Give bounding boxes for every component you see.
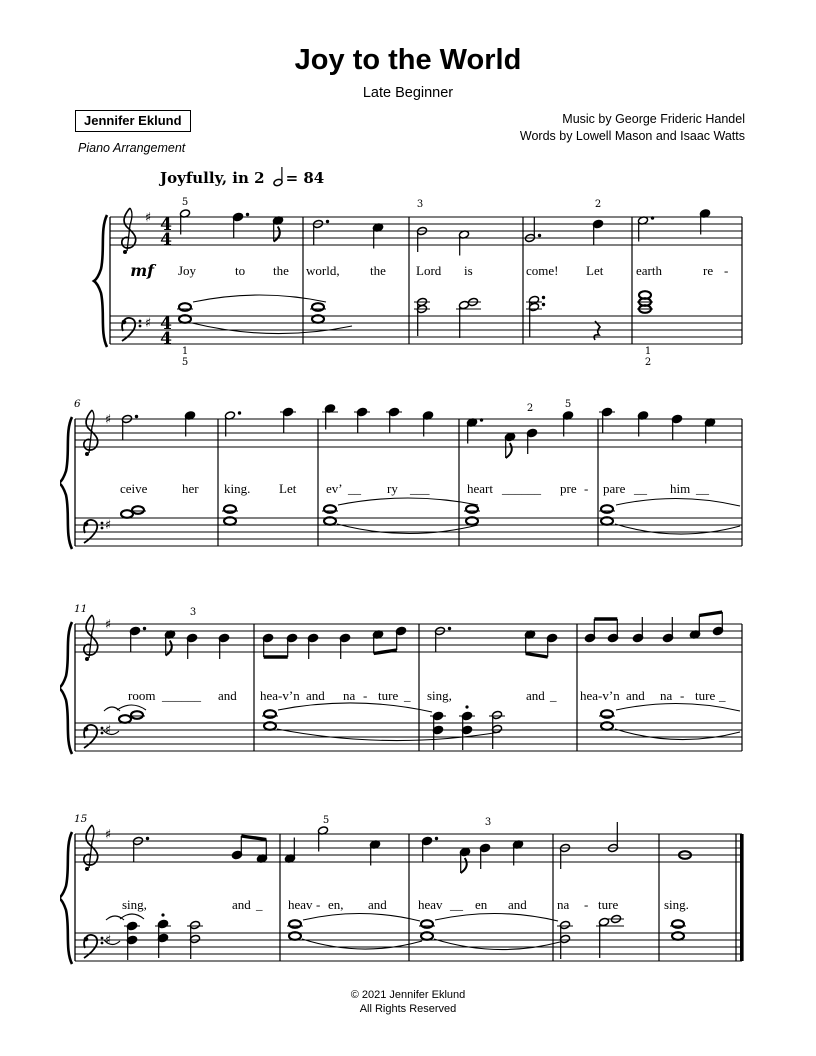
- svg-text:and: and: [626, 688, 645, 703]
- svg-text:5: 5: [322, 815, 330, 826]
- slur: [615, 729, 740, 740]
- system-svg-1: [60, 195, 772, 371]
- system-svg-2: [60, 397, 772, 573]
- grand-staff-system-1: [60, 195, 772, 371]
- svg-text:4: 4: [160, 230, 172, 250]
- notes: [103, 612, 740, 750]
- svg-text:4: 4: [160, 215, 172, 235]
- rights-line: All Rights Reserved: [359, 1003, 457, 1015]
- svg-text:and: and: [508, 897, 527, 912]
- svg-text:mf: mf: [130, 261, 154, 280]
- slur: [193, 295, 326, 302]
- slur: [302, 939, 422, 949]
- arranger-role: Piano Arrangement: [78, 141, 186, 155]
- svg-text:Joy: Joy: [178, 263, 197, 278]
- svg-text:-: -: [316, 897, 321, 912]
- svg-text:sing,: sing,: [122, 897, 147, 912]
- fingerings: [190, 607, 196, 618]
- svg-text:and: and: [526, 688, 545, 703]
- measure-number: [74, 603, 87, 615]
- svg-text:♯: ♯: [104, 933, 112, 948]
- tempo-value: = 84: [285, 169, 325, 187]
- svg-text:Let: Let: [586, 263, 604, 278]
- svg-text:ture: ture: [598, 897, 619, 912]
- arranger-name: Jennifer Eklund: [75, 110, 191, 132]
- system-svg-3: [60, 602, 772, 778]
- treble-clef-icon: [122, 208, 136, 248]
- tempo-label: Joyfully, in 2: [160, 169, 265, 187]
- svg-text:come!: come!: [526, 263, 559, 278]
- svg-text:re: re: [703, 263, 714, 278]
- page-footer: [0, 988, 816, 1016]
- svg-text:Lord: Lord: [416, 263, 442, 278]
- svg-text:hea-v’n: hea-v’n: [580, 688, 620, 703]
- slur: [435, 913, 558, 921]
- svg-text:♯: ♯: [104, 723, 112, 738]
- slur: [434, 939, 560, 950]
- svg-text:-: -: [584, 897, 589, 912]
- svg-text:__: __: [348, 481, 361, 496]
- svg-text:na: na: [557, 897, 570, 912]
- svg-text:her: her: [182, 481, 199, 496]
- svg-text:___: ___: [410, 481, 430, 496]
- barlines: [110, 217, 742, 344]
- svg-text:5: 5: [181, 197, 189, 208]
- system-brace: [60, 622, 72, 754]
- svg-text:the: the: [370, 263, 386, 278]
- clefs: [84, 615, 111, 748]
- svg-text:him: him: [670, 481, 691, 496]
- svg-text:ture: ture: [695, 688, 716, 703]
- svg-text:-: -: [680, 688, 685, 703]
- svg-text:1: 1: [181, 346, 189, 357]
- svg-text:______: ______: [162, 688, 201, 703]
- slur: [338, 498, 478, 505]
- svg-text:pare: pare: [603, 481, 626, 496]
- svg-text:__: __: [696, 481, 709, 496]
- system-brace: [60, 417, 72, 549]
- fingerings: [323, 815, 491, 828]
- svg-text:and: and: [232, 897, 251, 912]
- page-subtitle: Late Beginner: [362, 85, 454, 101]
- svg-text:6: 6: [74, 398, 81, 410]
- svg-text:-: -: [724, 263, 729, 278]
- notes: [177, 209, 710, 340]
- svg-text:-: -: [363, 688, 368, 703]
- svg-text:15: 15: [74, 813, 88, 825]
- svg-text:__: __: [634, 481, 647, 496]
- svg-text:ev’: ev’: [326, 481, 343, 496]
- svg-text:Let: Let: [279, 481, 297, 496]
- svg-text:1: 1: [644, 346, 652, 357]
- copyright-line: © 2021 Jennifer Eklund: [350, 989, 466, 1001]
- svg-text:ceive: ceive: [120, 481, 148, 496]
- slur: [615, 524, 740, 534]
- treble-clef-icon: [84, 410, 98, 450]
- svg-text:4: 4: [160, 314, 172, 334]
- words-by-line: Words by Lowell Mason and Isaac Watts: [519, 129, 745, 143]
- slur: [278, 703, 432, 712]
- svg-text:ture: ture: [378, 688, 399, 703]
- composer-credits: [520, 111, 745, 145]
- treble-clef-icon: [84, 615, 98, 655]
- svg-text:5: 5: [564, 399, 572, 410]
- svg-text:sing.: sing.: [664, 897, 689, 912]
- svg-text:♯: ♯: [144, 316, 152, 331]
- clefs: [84, 410, 111, 543]
- svg-text:sing,: sing,: [427, 688, 452, 703]
- staff-lines: [110, 217, 742, 344]
- system-svg-4: [60, 812, 772, 988]
- slur: [117, 705, 146, 710]
- svg-text:and: and: [368, 897, 387, 912]
- svg-text:heav: heav: [418, 897, 443, 912]
- half-note-icon: [273, 165, 284, 187]
- grand-staff-system-3: [60, 602, 772, 778]
- clefs: [84, 825, 111, 958]
- svg-text:_: _: [719, 688, 726, 703]
- barlines: [75, 834, 744, 961]
- slur: [303, 913, 420, 921]
- grand-staff-system-2: [60, 397, 772, 573]
- svg-text:heart: heart: [467, 481, 493, 496]
- fingerings: [182, 197, 651, 368]
- svg-text:______: ______: [502, 481, 541, 496]
- svg-text:_: _: [550, 688, 557, 703]
- grand-staff-system-4: [60, 812, 772, 988]
- lyrics: [130, 261, 728, 280]
- svg-text:♯: ♯: [104, 617, 112, 633]
- svg-text:world,: world,: [306, 263, 340, 278]
- measure-number: [74, 813, 88, 825]
- svg-text:en,: en,: [328, 897, 344, 912]
- lyrics: [128, 688, 726, 703]
- svg-text:__: __: [450, 897, 463, 912]
- system-brace: [60, 832, 72, 964]
- svg-text:♯: ♯: [104, 412, 112, 428]
- svg-text:♯: ♯: [144, 210, 152, 226]
- notes: [121, 404, 740, 534]
- svg-text:_: _: [256, 897, 263, 912]
- svg-text:3: 3: [484, 817, 492, 828]
- svg-text:and: and: [306, 688, 325, 703]
- svg-text:hea-v’n: hea-v’n: [260, 688, 300, 703]
- slur: [616, 498, 740, 506]
- tempo-marking: [160, 165, 324, 187]
- svg-text:room: room: [128, 688, 156, 703]
- measure-number: [74, 398, 81, 410]
- treble-clef-icon: [84, 825, 98, 865]
- page-title: Joy to the World: [294, 44, 522, 76]
- svg-text:na: na: [343, 688, 356, 703]
- svg-text:3: 3: [189, 607, 197, 618]
- slur: [192, 323, 352, 334]
- lyrics: [120, 481, 710, 496]
- svg-text:11: 11: [74, 603, 88, 615]
- svg-text:king.: king.: [224, 481, 251, 496]
- svg-text:3: 3: [416, 199, 424, 210]
- svg-text:4: 4: [160, 329, 172, 349]
- svg-text:earth: earth: [636, 263, 662, 278]
- svg-text:2: 2: [594, 199, 602, 210]
- fingerings: [527, 399, 571, 414]
- slur: [120, 914, 144, 919]
- svg-text:♯: ♯: [104, 827, 112, 843]
- svg-text:is: is: [464, 263, 473, 278]
- slur: [616, 703, 740, 711]
- notes: [104, 822, 691, 960]
- music-by-line: Music by George Frideric Handel: [562, 112, 745, 126]
- svg-text:♯: ♯: [104, 518, 112, 533]
- svg-text:-: -: [584, 481, 589, 496]
- svg-text:2: 2: [644, 357, 652, 368]
- lyrics: [122, 897, 689, 912]
- svg-text:5: 5: [181, 357, 189, 368]
- svg-text:pre: pre: [560, 481, 577, 496]
- svg-text:to: to: [235, 263, 246, 278]
- svg-text:and: and: [218, 688, 237, 703]
- svg-text:the: the: [273, 263, 289, 278]
- svg-text:2: 2: [526, 403, 534, 414]
- svg-text:_: _: [404, 688, 411, 703]
- system-brace: [94, 215, 107, 347]
- svg-text:ry: ry: [387, 481, 398, 496]
- svg-text:heav: heav: [288, 897, 313, 912]
- svg-text:en: en: [475, 897, 488, 912]
- svg-text:na: na: [660, 688, 673, 703]
